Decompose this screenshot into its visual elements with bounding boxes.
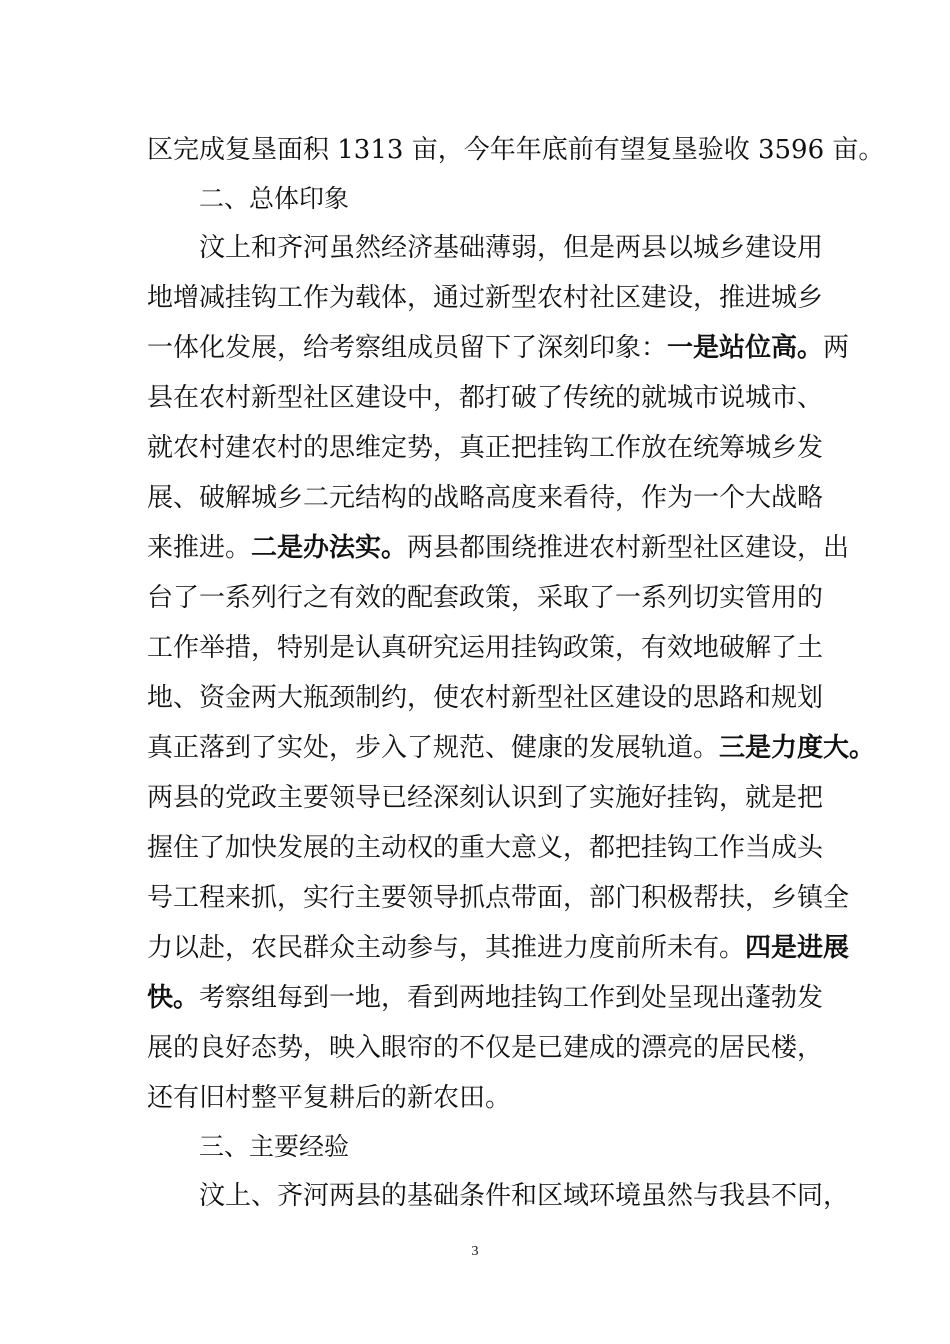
text-line: 汶上、齐河两县的基础条件和区域环境虽然与我县不同， — [199, 1181, 850, 1211]
bold-point-4-end: 快。 — [147, 983, 200, 1013]
text-run: 两 — [823, 333, 850, 363]
text-run: 考察组每到一地，看到两地挂钩工作到处呈现出蓬勃发 — [199, 983, 824, 1013]
bold-point-2: 二是办法实。 — [251, 533, 408, 563]
text-line: 就农村建农村的思维定势，真正把挂钩工作放在统筹城乡发 — [147, 433, 824, 463]
text-run: 真正落到了实处，步入了规范、健康的发展轨道。 — [147, 733, 720, 763]
text-line: 地、资金两大瓶颈制约，使农村新型社区建设的思路和规划 — [147, 683, 824, 713]
text-line: 汶上和齐河虽然经济基础薄弱，但是两县以城乡建设用 — [199, 233, 824, 263]
section-heading-main-experience: 三、主要经验 — [199, 1132, 350, 1161]
text-line — [147, 324, 850, 372]
text-line: 展、破解城乡二元结构的战略高度来看待，作为一个大战略 — [147, 483, 824, 513]
text-line — [147, 974, 824, 1022]
text-line: 还有旧村整平复耕后的新农田。 — [147, 1083, 512, 1113]
text-line: 展的良好态势，映入眼帘的不仅是已建成的漂亮的居民楼， — [147, 1033, 824, 1063]
section-heading-overall-impression: 二、总体印象 — [199, 184, 350, 213]
bold-point-3: 三是力度大。 — [719, 733, 876, 763]
page-number: 3 — [471, 1244, 479, 1259]
text-line: 区完成复垦面积 1313 亩，今年年底前有望复垦验收 3596 亩。 — [147, 135, 885, 165]
text-run: 力以赴，农民群众主动参与，其推进力度前所未有。 — [147, 933, 746, 963]
text-line: 握住了加快发展的主动权的重大意义，都把挂钩工作当成头 — [147, 833, 824, 863]
text-line — [147, 924, 850, 972]
text-line: 号工程来抓，实行主要领导抓点带面，部门积极帮扶，乡镇全 — [147, 883, 850, 913]
text-run: 一体化发展，给考察组成员留下了深刻印象： — [147, 333, 668, 363]
text-line — [147, 524, 850, 572]
text-run: 来推进。 — [147, 533, 252, 563]
text-run: 两县都围绕推进农村新型社区建设，出 — [407, 533, 850, 563]
bold-point-1: 一是站位高。 — [667, 333, 824, 363]
text-line — [147, 724, 876, 772]
text-line: 台了一系列行之有效的配套政策，采取了一系列切实管用的 — [147, 583, 824, 613]
text-line: 县在农村新型社区建设中，都打破了传统的就城市说城市、 — [147, 383, 824, 413]
bold-point-4: 四是进展 — [745, 933, 850, 963]
text-line: 两县的党政主要领导已经深刻认识到了实施好挂钩，就是把 — [147, 783, 824, 813]
text-line: 工作举措，特别是认真研究运用挂钩政策，有效地破解了土 — [147, 633, 824, 663]
text-line: 地增减挂钩工作为载体，通过新型农村社区建设，推进城乡 — [147, 283, 824, 313]
